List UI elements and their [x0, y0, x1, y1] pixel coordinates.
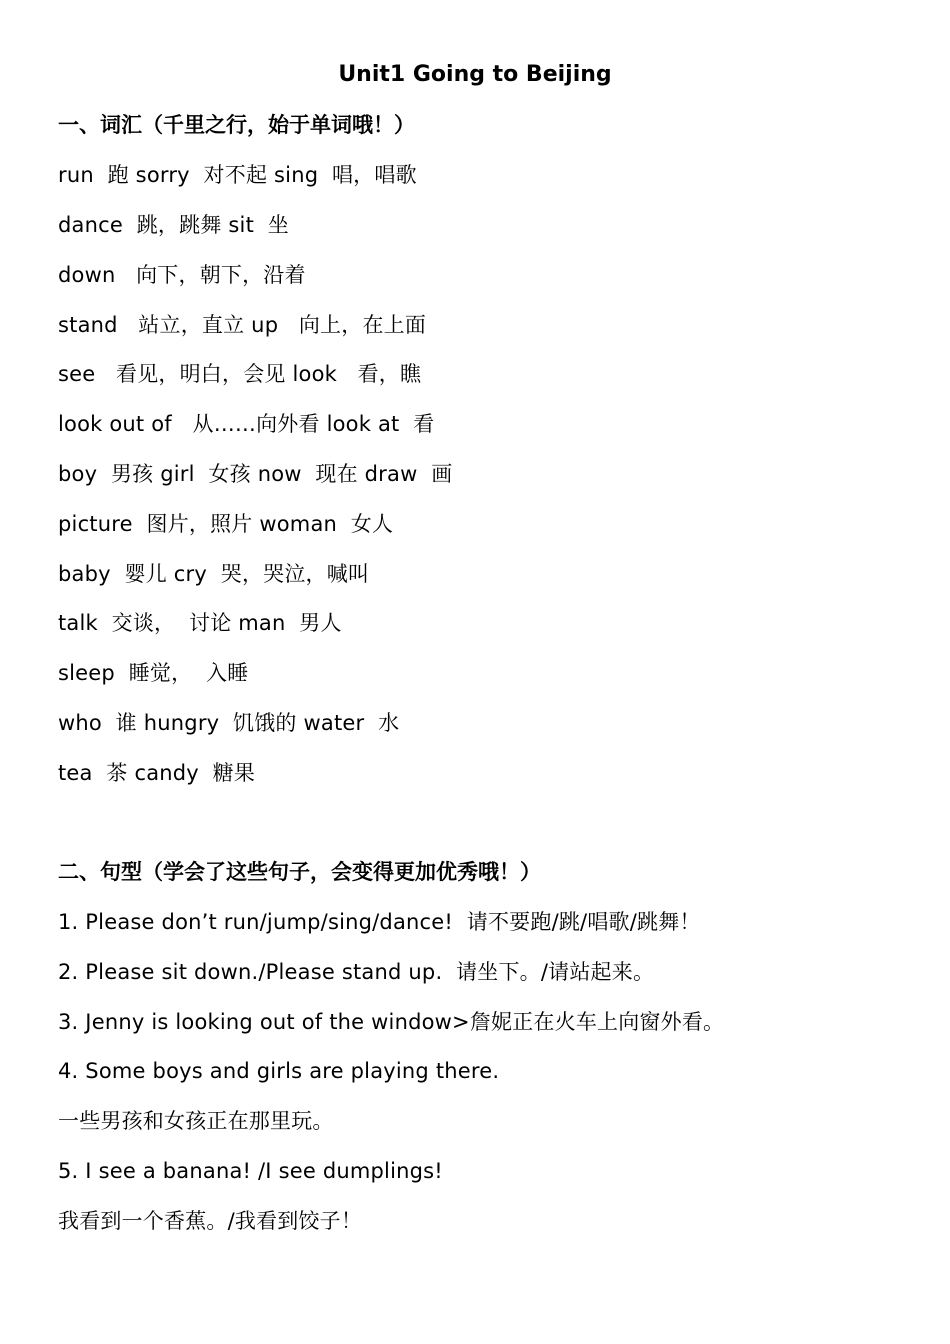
- vocab-line: who 谁 hungry 饥饿的 water 水: [58, 711, 400, 735]
- vocab-heading: 一、词汇（千里之行，始于单词哦！）: [58, 113, 415, 137]
- vocab-line: look out of 从……向外看 look at 看: [58, 412, 435, 436]
- vocab-line: down 向下，朝下，沿着: [58, 263, 306, 287]
- sentence-line: 4. Some boys and girls are playing there.: [58, 1059, 500, 1083]
- sentence-line: 2. Please sit down./Please stand up. 请坐下。/请站起来。: [58, 960, 655, 984]
- page-title: Unit1 Going to Beijing: [338, 62, 612, 87]
- vocab-line: run 跑 sorry 对不起 sing 唱，唱歌: [58, 163, 417, 187]
- sentence-line: 我看到一个香蕉。/我看到饺子！: [58, 1209, 363, 1233]
- vocab-line: see 看见，明白，会见 look 看，瞧: [58, 362, 422, 386]
- sentence-line: 1. Please don’t run/jump/sing/dance! 请不要跑/跳/唱歌/跳舞！: [58, 910, 701, 934]
- vocab-line: talk 交谈， 讨论 man 男人: [58, 611, 342, 635]
- vocab-line: picture 图片，照片 woman 女人: [58, 512, 394, 536]
- sentence-line: 5. I see a banana! /I see dumplings!: [58, 1159, 443, 1183]
- sentence-heading: 二、句型（学会了这些句子，会变得更加优秀哦！）: [58, 860, 541, 884]
- vocab-line: tea 茶 candy 糖果: [58, 761, 256, 785]
- vocab-line: dance 跳，跳舞 sit 坐: [58, 213, 289, 237]
- vocab-line: boy 男孩 girl 女孩 now 现在 draw 画: [58, 462, 453, 486]
- vocab-line: stand 站立，直立 up 向上，在上面: [58, 313, 427, 337]
- sentence-line: 3. Jenny is looking out of the window>詹妮正在火车上向窗外看。: [58, 1010, 725, 1034]
- vocab-line: sleep 睡觉， 入睡: [58, 661, 249, 685]
- vocab-line: baby 婴儿 cry 哭，哭泣，喊叫: [58, 562, 370, 586]
- sentence-line: 一些男孩和女孩正在那里玩。: [58, 1109, 334, 1133]
